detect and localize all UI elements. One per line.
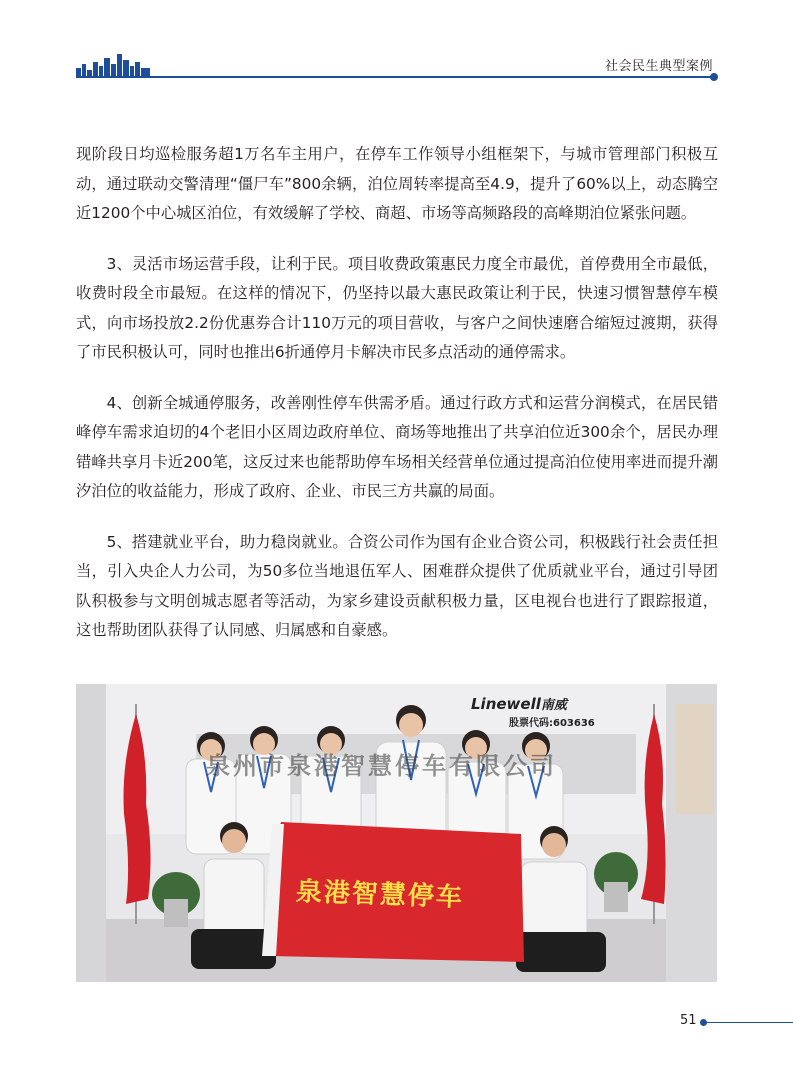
header-dot: [710, 73, 718, 81]
banner-text: 泉港智慧停车: [295, 877, 465, 913]
company-logo: [471, 694, 567, 713]
footer-rule: [704, 1022, 793, 1023]
paragraph-3: 4、创新全城通停服务，改善刚性停车供需矛盾。通过行政方式和运营分润模式，在居民错峰停车需求迫切的4个老旧小区周边政府单位、商场等地推出了共享泊位近300余个，居民办理错峰共享月卡近200笔，这反过来也能帮助停车场相关经营单位通过提高泊位使用率进而提升潮汐泊位的收益能力，形成了政府、企业、市民三方共赢的局面。: [76, 393, 718, 500]
page-footer: [0, 1005, 793, 1035]
logo-cn: 南威: [540, 698, 567, 713]
team-photo-illustration: [76, 684, 717, 982]
paragraph-1: 现阶段日均巡检服务超1万名车主用户，在停车工作领导小组框架下，与城市管理部门积极互动，通过联动交警清理“僵尸车”800余辆，泊位周转率提高至4.9，提升了60%以上，动态腾空近1200个中心城区泊位，有效缓解了学校、商超、市场等高频路段的高峰期泊位紧张问题。: [76, 145, 718, 222]
stock-code: 股票代码:603636: [509, 718, 595, 729]
page-header: [0, 0, 793, 90]
paragraph-4: 5、搭建就业平台，助力稳岗就业。合资公司作为国有企业合资公司，积极践行社会责任担当，引入央企人力公司，为50多位当地退伍军人、困难群众提供了优质就业平台，通过引导团队积极参与文明创城志愿者等活动，为家乡建设贡献积极力量，区电视台也进行了跟踪报道，这也帮助团队获得了认同感、归属感和自豪感。: [76, 532, 718, 639]
header-rule: [76, 76, 714, 78]
section-title: 社会民生典型案例: [604, 59, 713, 74]
city-skyline-icon: [76, 54, 150, 78]
article-body: [76, 140, 718, 667]
team-photo: [76, 684, 717, 982]
paragraph-2: 3、灵活市场运营手段，让利于民。项目收费政策惠民力度全市最优，首停费用全市最低，收费时段全市最短。在这样的情况下，仍坚持以最大惠民政策让利于民，快速习惯智慧停车模式，向市场投放2.2份优惠券合计110万元的项目营收，与客户之间快速磨合缩短过渡期，获得了市民积极认可，同时也推出6折通停月卡解决市民多点活动的通停需求。: [76, 254, 718, 361]
logo-brand: Linewell: [471, 695, 541, 713]
page-number: 51: [680, 1013, 697, 1028]
wall-sign: 泉州市泉港智慧停车有限公司: [206, 752, 557, 780]
